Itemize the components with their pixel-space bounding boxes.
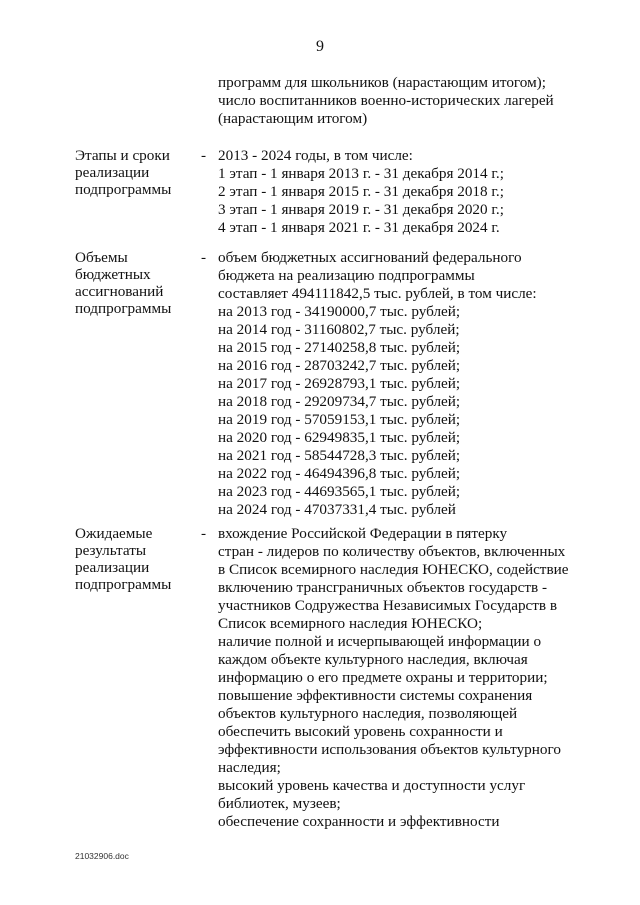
text-line: наличие полной и исчерпывающей информации о (218, 633, 542, 650)
text-line: на 2014 год - 31160802,7 тыс. рублей; (218, 321, 460, 338)
text-line: на 2013 год - 34190000,7 тыс. рублей; (218, 303, 461, 320)
text-line: каждом объекте культурного наследия, включая (218, 651, 528, 668)
dash-separator: - (201, 147, 207, 164)
text-line: на 2019 год - 57059153,1 тыс. рублей; (218, 411, 461, 428)
text-line: объектов культурного наследия, позволяющей (218, 705, 518, 722)
text-line: программ для школьников (нарастающим итогом); (218, 74, 546, 91)
text-line: на 2018 год - 29209734,7 тыс. рублей; (218, 393, 461, 410)
text-line: на 2023 год - 44693565,1 тыс. рублей; (218, 483, 461, 500)
label-line: Объемы (75, 249, 128, 266)
text-line: наследия; (218, 759, 281, 776)
text-line: на 2020 год - 62949835,1 тыс. рублей; (218, 429, 461, 446)
label-line: подпрограммы (75, 181, 172, 198)
label-line: ассигнований (75, 283, 164, 300)
text-line: 2 этап - 1 января 2015 г. - 31 декабря 2018 г.; (218, 183, 504, 200)
text-line: на 2017 год - 26928793,1 тыс. рублей; (218, 375, 461, 392)
dash-separator: - (201, 249, 207, 266)
text-line: обеспечение сохранности и эффективности (218, 813, 500, 830)
text-line: 3 этап - 1 января 2019 г. - 31 декабря 2020 г.; (218, 201, 504, 218)
text-line: на 2016 год - 28703242,7 тыс. рублей; (218, 357, 461, 374)
dash-separator: - (201, 525, 207, 542)
label-line: подпрограммы (75, 300, 172, 317)
text-line: 2013 - 2024 годы, в том числе: (218, 147, 413, 164)
text-line: на 2024 год - 47037331,4 тыс. рублей (218, 501, 456, 518)
text-line: вхождение Российской Федерации в пятерку (218, 525, 508, 542)
label-line: бюджетных (75, 266, 151, 283)
text-line: 1 этап - 1 января 2013 г. - 31 декабря 2014 г.; (218, 165, 504, 182)
label-line: Ожидаемые (75, 525, 153, 542)
text-line: Список всемирного наследия ЮНЕСКО; (218, 615, 483, 632)
text-line: 4 этап - 1 января 2021 г. - 31 декабря 2024 г. (218, 219, 500, 236)
label-line: реализации (75, 164, 150, 181)
section-label (75, 525, 171, 593)
section-label (75, 147, 171, 198)
label-line: подпрограммы (75, 576, 172, 593)
section-label (75, 249, 171, 317)
text-line: на 2022 год - 46494396,8 тыс. рублей; (218, 465, 461, 482)
label-line: результаты (75, 542, 147, 559)
text-line: эффективности использования объектов культурного (218, 741, 561, 758)
text-line: включению трансграничных объектов государств - (218, 579, 548, 596)
text-line: число воспитанников военно-исторических лагерей (218, 92, 554, 109)
text-line: библиотек, музеев; (218, 795, 341, 812)
text-line: повышение эффективности системы сохранения (218, 687, 533, 704)
text-line: бюджета на реализацию подпрограммы (218, 267, 475, 284)
label-line: реализации (75, 559, 150, 576)
document-reference: 21032906.doc (75, 851, 129, 861)
text-line: информацию о его предмете охраны и территории; (218, 669, 548, 686)
text-line: на 2015 год - 27140258,8 тыс. рублей; (218, 339, 461, 356)
page-number: 9 (316, 38, 324, 55)
text-line: объем бюджетных ассигнований федерального (218, 249, 522, 266)
text-line: высокий уровень качества и доступности услуг (218, 777, 526, 794)
text-line: участников Содружества Независимых Государств в (218, 597, 558, 614)
text-line: (нарастающим итогом) (218, 110, 368, 127)
text-line: составляет 494111842,5 тыс. рублей, в том числе: (218, 285, 537, 302)
text-line: в Список всемирного наследия ЮНЕСКО, содействие (218, 561, 569, 578)
text-line: на 2021 год - 58544728,3 тыс. рублей; (218, 447, 461, 464)
text-line: обеспечить высокий уровень сохранности и (218, 723, 503, 740)
label-line: Этапы и сроки (75, 147, 170, 164)
text-line: стран - лидеров по количеству объектов, включенных (218, 543, 566, 560)
